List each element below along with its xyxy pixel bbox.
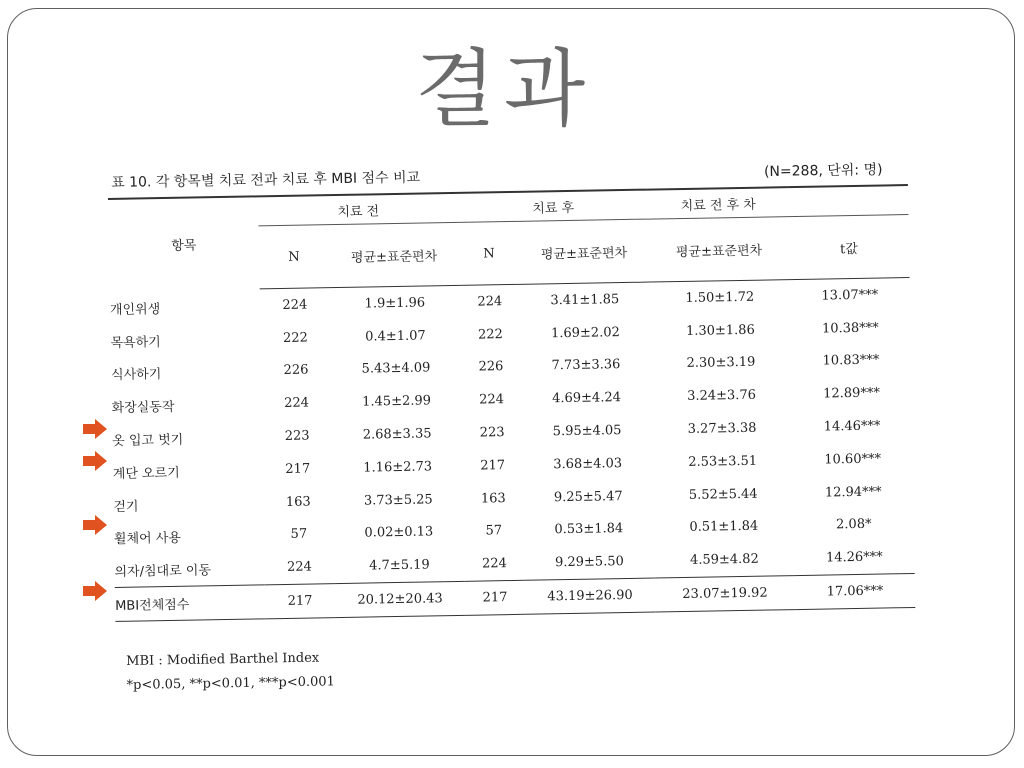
header-mean-after: 평균±표준편차 [518,219,649,284]
row-t: 12.89*** [823,385,881,402]
header-before: 치료 전 [258,193,458,226]
row-item: 계단 오르기 [112,465,180,482]
row-diff: 5.52±5.44 [688,486,758,503]
row-n-before: 224 [284,395,310,412]
row-t: 2.08* [835,517,872,533]
slide-title: 결과 [414,40,594,138]
note-mbi: MBI : Modified Barthel Index [126,650,320,669]
row-diff: 0.51±1.84 [689,519,759,536]
row-mean-before: 4.7±5.19 [369,557,430,574]
header-n-after: N [458,221,519,285]
row-n-before: 224 [282,297,308,313]
row-mean-after: 5.95±4.05 [552,423,622,440]
total-mean-before: 20.12±20.43 [335,582,466,618]
row-n-after: 223 [479,425,505,441]
row-t: 14.46*** [823,418,881,435]
row-n-after: 163 [480,490,506,507]
row-n-before: 222 [282,330,309,346]
row-item: 개인위생 [109,301,161,318]
arrow-shape [83,581,107,601]
row-n-after: 57 [485,523,503,539]
row-n-before: 226 [283,363,309,379]
total-n-after: 217 [465,580,526,615]
row-mean-before: 0.02±0.13 [364,524,434,542]
header-t: t값 [788,215,909,280]
row-mean-before: 2.68±3.35 [362,426,432,443]
row-t: 10.60*** [824,451,882,468]
row-t: 10.38*** [821,320,879,337]
row-n-before: 217 [285,461,311,477]
header-after: 치료 후 [458,190,648,223]
row-n-after: 224 [481,556,507,572]
row-n-after: 224 [477,294,503,310]
row-n-before: 163 [285,494,311,510]
row-t: 12.94*** [824,484,882,501]
row-item: 휠체어 사용 [113,531,182,548]
header-blank [788,185,908,217]
arrow-shape [83,451,107,471]
arrow-right-icon [82,581,108,601]
row-diff: 4.59±4.82 [689,551,759,569]
row-t: 14.26*** [825,549,883,566]
table-caption: 표 10. 각 항목별 치료 전과 치료 후 MBI 점수 비교 [111,169,421,191]
header-mean-diff: 평균±표준편차 [648,217,789,282]
row-mean-after: 3.41±1.85 [550,291,620,309]
row-n-before: 223 [284,428,310,445]
header-diff: 치료 전 후 차 [648,187,788,219]
table-unit: (N=288, 단위: 명) [763,161,883,181]
row-item: 의자/침대로 이동 [114,563,212,581]
row-mean-after: 9.29±5.50 [554,554,624,571]
row-item: 목욕하기 [110,334,161,351]
row-n-after: 217 [480,457,506,474]
arrow-shape [83,419,107,439]
row-diff: 3.24±3.76 [687,388,757,405]
total-item: MBI전체점수 [115,585,266,621]
total-t: 17.06*** [795,574,916,610]
row-diff: 2.30±3.19 [686,355,756,372]
row-t: 13.07*** [821,287,879,304]
row-mean-before: 5.43±4.09 [361,360,431,378]
row-mean-after: 7.73±3.36 [551,357,621,374]
table-notes [126,646,335,698]
arrow-right-icon [82,515,108,535]
row-diff: 1.50±1.72 [685,289,755,306]
row-mean-before: 0.4±1.07 [365,328,426,345]
row-mean-before: 1.16±2.73 [363,459,433,476]
row-t: 10.83*** [822,353,880,370]
row-mean-before: 1.45±2.99 [362,393,432,410]
scanned-table [108,184,935,622]
arrow-right-icon [82,419,108,439]
row-item: 걷기 [113,499,139,515]
row-n-after: 226 [478,359,504,376]
total-diff: 23.07±19.92 [655,576,796,612]
row-diff: 2.53±3.51 [688,453,758,470]
total-n-before: 217 [265,584,336,619]
row-n-after: 224 [479,392,505,408]
row-item: 옷 입고 벗기 [112,432,184,450]
row-mean-before: 1.9±1.96 [364,295,426,312]
header-n-before: N [259,225,330,289]
row-mean-after: 3.68±4.03 [553,455,623,473]
row-n-before: 57 [290,527,308,543]
row-n-before: 224 [286,559,313,576]
mbi-table [108,184,915,622]
row-item: 화장실동작 [111,400,175,417]
row-mean-after: 1.69±2.02 [550,324,620,341]
arrow-shape [83,515,107,535]
arrow-right-icon [82,451,108,471]
note-significance: *p<0.05, **p<0.01, ***p<0.001 [126,674,335,693]
row-mean-after: 9.25±5.47 [553,488,623,505]
row-item: 식사하기 [110,367,162,384]
row-mean-after: 0.53±1.84 [554,521,624,538]
header-mean-before: 평균±표준편차 [328,222,459,287]
total-mean-after: 43.19±26.90 [525,578,656,614]
row-diff: 1.30±1.86 [685,322,755,339]
row-n-after: 222 [477,326,503,343]
row-mean-before: 3.73±5.25 [363,492,433,509]
header-item: 항목 [108,196,260,291]
row-mean-after: 4.69±4.24 [552,390,622,407]
row-diff: 3.27±3.38 [687,420,757,437]
